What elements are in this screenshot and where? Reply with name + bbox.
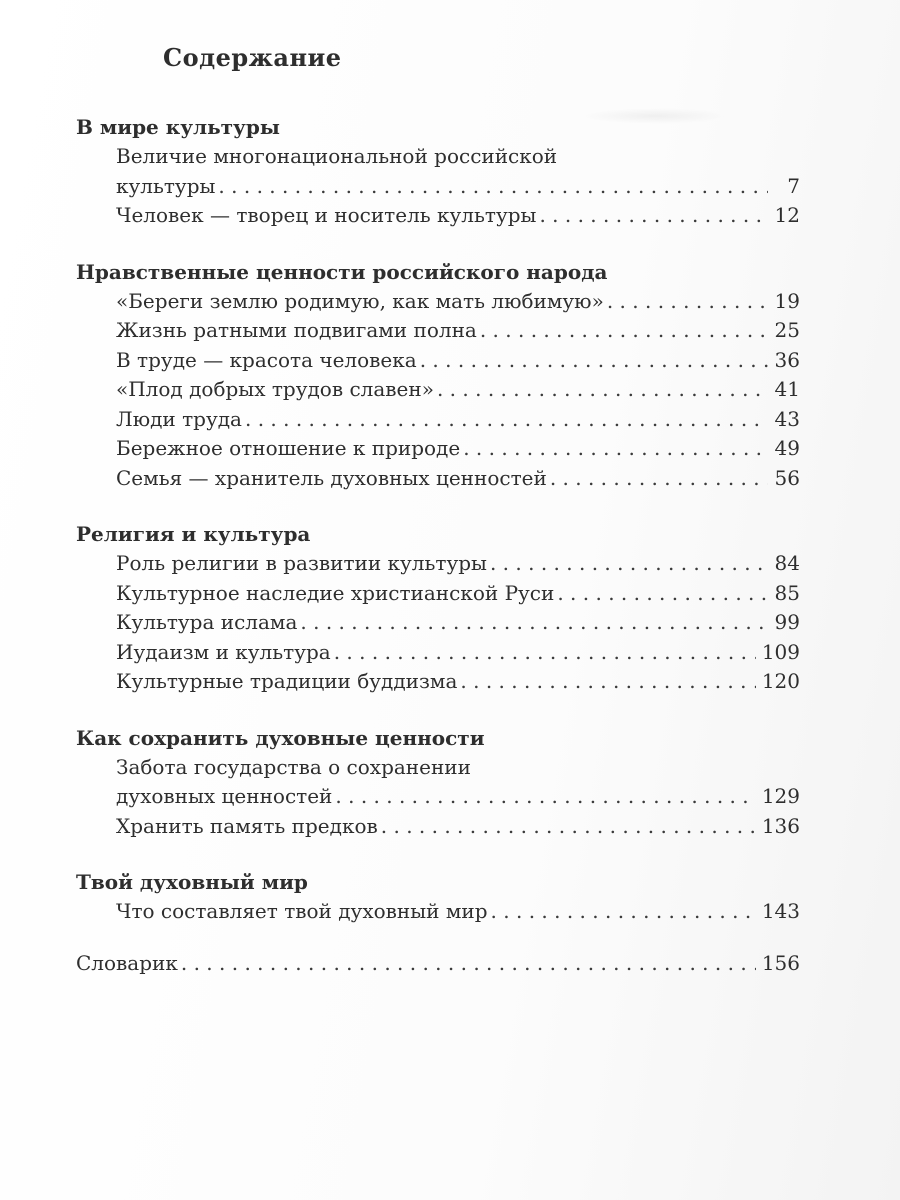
dot-leader <box>381 812 756 842</box>
toc-section <box>76 112 800 231</box>
page-number: 84 <box>774 551 800 575</box>
page-number: 56 <box>774 465 800 490</box>
entry-title: Роль религии в развитии культуры <box>116 551 487 575</box>
entry-title-line1: Забота государства о сохранении <box>116 754 471 779</box>
entry-title-line1: Величие многонациональной российской <box>116 144 558 168</box>
entry-title: В труде — красота человека <box>116 347 417 372</box>
toc-entry[interactable] <box>76 375 800 405</box>
page-number: 12 <box>774 203 800 227</box>
page-number: 156 <box>761 950 800 975</box>
dot-leader <box>218 172 768 202</box>
entry-title: духовных ценностей <box>116 784 333 808</box>
toc-entry[interactable] <box>76 201 800 231</box>
toc-entry[interactable] <box>76 812 800 842</box>
entry-title: Люди труда <box>116 406 242 431</box>
page-number: 129 <box>761 784 800 808</box>
entry-title: Словарик <box>76 950 178 975</box>
entry-title: Культура ислама <box>116 610 298 634</box>
toc-entry[interactable] <box>76 346 800 376</box>
entry-title: Иудаизм и культура <box>116 639 331 664</box>
dot-leader <box>490 549 768 579</box>
section-title: Нравственные ценности российского народа <box>76 259 608 284</box>
entry-title: «Плод добрых трудов славен» <box>116 377 434 401</box>
page-number: 109 <box>761 639 800 664</box>
toc-entry[interactable] <box>76 549 800 579</box>
dot-leader <box>335 782 755 812</box>
toc-entry[interactable] <box>76 142 800 201</box>
entry-title: Семья — хранитель духовных ценностей <box>116 465 547 490</box>
entry-title: Человек — творец и носитель культуры <box>116 203 537 227</box>
dot-leader <box>420 346 768 376</box>
entry-title: Жизнь ратными подвигами полна <box>116 318 477 342</box>
toc-section <box>76 723 800 842</box>
toc-section <box>76 867 800 927</box>
entry-title: «Береги землю родимую, как мать любимую» <box>116 288 604 313</box>
toc-entry[interactable] <box>76 405 800 435</box>
toc-entry-glossary[interactable] <box>76 949 800 979</box>
table-of-contents <box>76 112 800 978</box>
dot-leader <box>334 638 756 668</box>
page-number: 19 <box>774 288 800 313</box>
section-title: В мире культуры <box>76 115 280 139</box>
page-number: 36 <box>774 347 800 372</box>
toc-entry[interactable] <box>76 753 800 812</box>
dot-leader <box>491 897 756 927</box>
page-number: 43 <box>774 406 800 431</box>
dot-leader <box>480 316 768 346</box>
entry-title: Культурные традиции буддизма <box>116 669 458 693</box>
page-number: 120 <box>761 669 800 693</box>
entry-title: Бережное отношение к природе <box>116 436 461 460</box>
page-title: Содержание <box>163 43 342 72</box>
toc-section <box>76 257 800 494</box>
toc-entry[interactable] <box>76 464 800 494</box>
dot-leader <box>557 579 768 609</box>
page-number: 49 <box>774 436 800 460</box>
entry-title: Что составляет твой духовный мир <box>116 899 488 923</box>
page-number: 143 <box>761 899 800 923</box>
toc-section <box>76 519 800 697</box>
toc-entry[interactable] <box>76 897 800 927</box>
entry-title: Хранить память предков <box>116 813 378 838</box>
entry-title: культуры <box>116 173 216 198</box>
toc-entry[interactable] <box>76 608 800 638</box>
toc-entry[interactable] <box>76 287 800 317</box>
page-number: 99 <box>774 610 800 634</box>
dot-leader <box>245 405 768 435</box>
dot-leader <box>550 464 768 494</box>
dot-leader <box>300 608 768 638</box>
dot-leader <box>539 201 768 231</box>
section-title: Религия и культура <box>76 522 311 546</box>
toc-entry[interactable] <box>76 667 800 697</box>
page-number: 85 <box>774 580 800 605</box>
page-number: 25 <box>774 318 800 342</box>
toc-entry[interactable] <box>76 638 800 668</box>
dot-leader <box>463 434 768 464</box>
section-title: Как сохранить духовные ценности <box>76 725 485 750</box>
toc-entry[interactable] <box>76 579 800 609</box>
toc-entry[interactable] <box>76 434 800 464</box>
dot-leader <box>460 667 755 697</box>
dot-leader <box>437 375 768 405</box>
dot-leader <box>607 287 768 317</box>
entry-title: Культурное наследие христианской Руси <box>116 580 555 605</box>
toc-glossary <box>76 949 800 979</box>
page-number: 41 <box>774 377 800 401</box>
section-title: Твой духовный мир <box>76 870 308 894</box>
dot-leader <box>181 949 756 979</box>
page-number: 136 <box>761 813 800 838</box>
toc-entry[interactable] <box>76 316 800 346</box>
page-number: 7 <box>787 173 800 198</box>
